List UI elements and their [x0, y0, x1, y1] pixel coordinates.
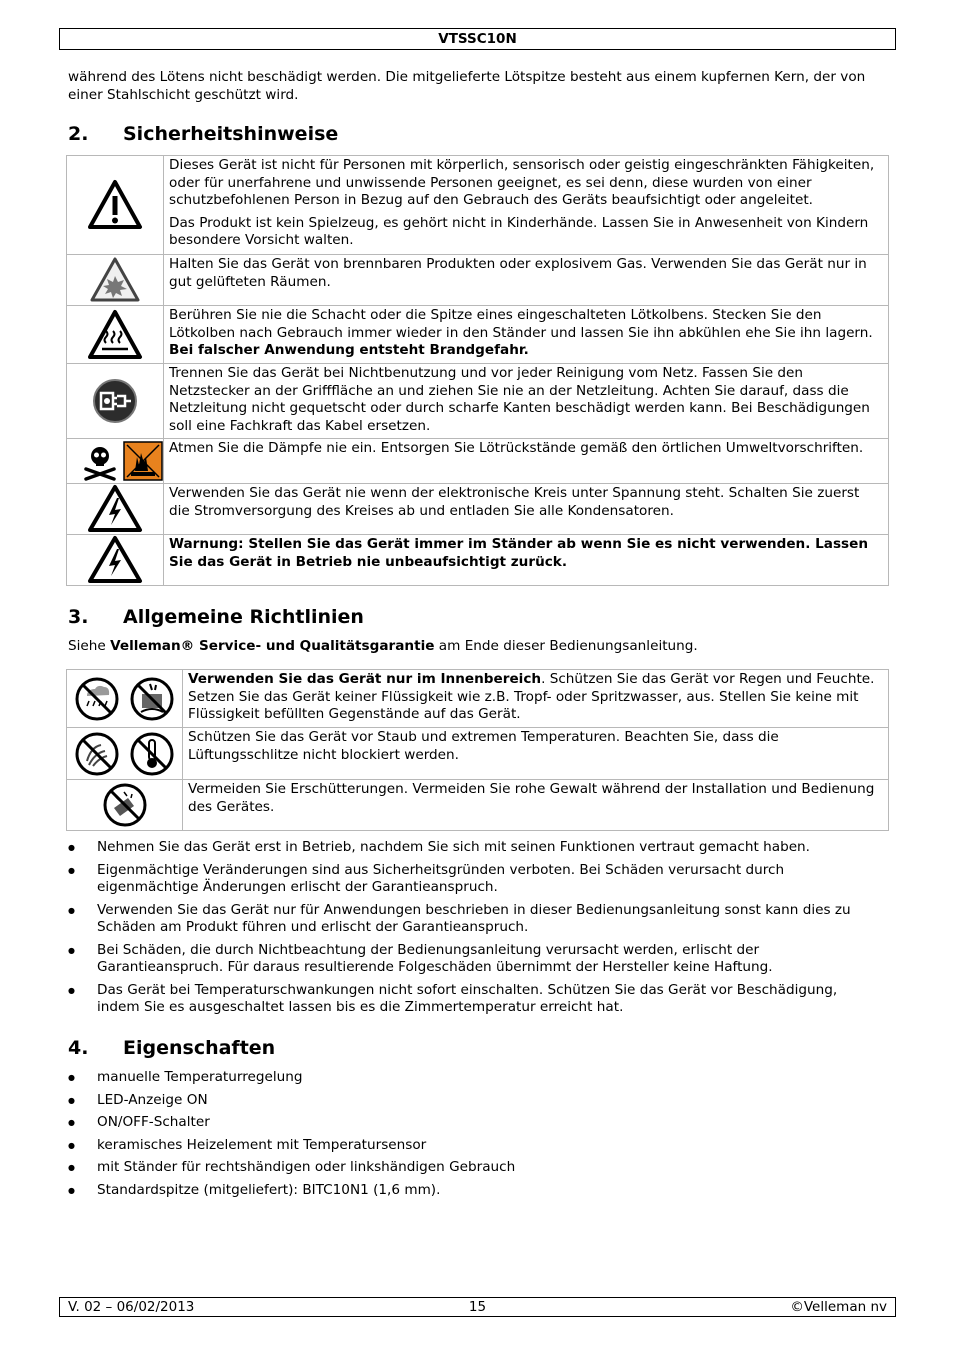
list-item: ● Das Gerät bei Temperaturschwankungen nicht sofort einschalten. Schützen Sie das Gerät vor Beschädigung, indem Sie es ausgeschaltet lassen bis es die Zimmertemperatur erreicht hat. — [68, 982, 858, 1017]
guidelines-list — [68, 839, 858, 1022]
list-item: ● ON/OFF-Schalter — [68, 1114, 858, 1132]
explosive-icon — [89, 256, 141, 304]
copyright: ©Velleman nv — [790, 1299, 887, 1315]
list-item: ● LED-Anzeige ON — [68, 1092, 858, 1110]
version-date: V. 02 – 06/02/2013 — [68, 1299, 195, 1315]
safety-row — [67, 255, 889, 306]
safety-row — [67, 156, 889, 255]
safety-text-cell: Berühren Sie nie die Schacht oder die Spitze eines eingeschalteten Lötkolbens. Stecken Sie den Lötkolben nach Gebrauch immer wieder in den Ständer und lassen Sie ihn abkühlen ehe Sie ihn lagern. Bei falscher Anwendung entsteht Brandgefahr. — [164, 306, 889, 364]
guideline-text-cell: Vermeiden Sie Erschütterungen. Vermeiden Sie rohe Gewalt während der Installation und Bedienung des Gerätes. — [183, 780, 889, 831]
electric-icon-cell — [67, 484, 164, 535]
guideline-row — [67, 780, 889, 831]
unplug-icon-cell — [67, 364, 164, 439]
guideline-text-cell: Schützen Sie das Gerät vor Staub und extremen Temperaturen. Beachten Sie, dass die Lüftungsschlitze nicht blockiert werden. — [183, 728, 889, 780]
no-liquid-icon — [129, 676, 175, 722]
electric-shock-icon — [87, 484, 143, 534]
no-extreme-temperature-icon — [129, 731, 175, 777]
list-item: ● keramisches Heizelement mit Temperatursensor — [68, 1137, 858, 1155]
features-list — [68, 1069, 858, 1204]
no-shock-icon — [102, 782, 148, 828]
hot-surface-icon — [87, 309, 143, 361]
intro-paragraph: während des Lötens nicht beschädigt werden. Die mitgelieferte Lötspitze besteht aus einem kupfernen Kern, der von einer Stahlschicht geschützt wird. — [68, 69, 866, 103]
list-item: ● mit Ständer für rechtshändigen oder linkshändigen Gebrauch — [68, 1159, 858, 1177]
safety-row — [67, 439, 889, 484]
list-item: ● Eigenmächtige Veränderungen sind aus Sicherheitsgründen verboten. Bei Schäden verursacht durch eigenmächtige Änderungen erlischt der Garantieanspruch. — [68, 862, 858, 897]
no-dust-icon — [74, 731, 120, 777]
hot-surface-icon-cell — [67, 306, 164, 364]
indoor-icons-cell — [67, 670, 183, 728]
list-item: ● Verwenden Sie das Gerät nur für Anwendungen beschrieben in dieser Bedienungsanleitung sonst kann dies zu Schäden am Produkt führen und erlischt der Garantieanspruch. — [68, 902, 858, 937]
guideline-row — [67, 728, 889, 780]
electric-shock-icon — [87, 535, 143, 585]
list-item: ● Standardspitze (mitgeliefert): BITC10N1 (1,6 mm). — [68, 1182, 858, 1200]
safety-row — [67, 306, 889, 364]
document-header: VTSSC10N — [59, 28, 896, 50]
list-item: ● Bei Schäden, die durch Nichtbeachtung der Bedienungsanleitung verursacht werden, erlischt der Garantieanspruch. Für daraus resultierende Folgeschäden übernimmt der Hersteller keine Haftung. — [68, 942, 858, 977]
shock-icon-cell — [67, 780, 183, 831]
list-item: ● manuelle Temperaturregelung — [68, 1069, 858, 1087]
unplug-icon — [91, 377, 139, 425]
warning-icon-cell — [67, 156, 164, 255]
section-2-heading: 2. Sicherheitshinweise — [68, 123, 339, 145]
guideline-row — [67, 670, 889, 728]
safety-text-cell: Warnung: Stellen Sie das Gerät immer im Ständer ab wenn Sie es nicht verwenden. Lassen Sie das Gerät in Betrieb nie unbeaufsichtigt zurück. — [164, 535, 889, 586]
guideline-text-cell: Verwenden Sie das Gerät nur im Innenbereich. Schützen Sie das Gerät vor Regen und Feuchte. Setzen Sie das Gerät keiner Flüssigkeit wie z.B. Tropf- oder Spritzwasser, aus. Stellen Sie keine mit Flüssigkeit befüllten Gegenstände auf das Gerät. — [183, 670, 889, 728]
toxic-skull-icon — [79, 441, 121, 481]
document-footer — [59, 1297, 896, 1317]
page-number: 15 — [468, 1299, 487, 1315]
section-4-heading: 4. Eigenschaften — [68, 1037, 276, 1059]
environment-hazard-icon — [123, 441, 163, 481]
safety-text-cell: Trennen Sie das Gerät bei Nichtbenutzung und vor jeder Reinigung vom Netz. Fassen Sie den Netzstecker an der Grifffläche an und ziehen Sie nie an der Netzleitung. Achten Sie darauf, dass die Netzleitung nicht gequetscht oder durch scharfe Kanten beschädigt werden kann. Bei Beschädigungen soll eine Fachkraft das Kabel ersetzen. — [164, 364, 889, 439]
safety-text-cell: Verwenden Sie das Gerät nie wenn der elektronische Kreis unter Spannung steht. Schalten Sie zuerst die Stromversorgung des Kreises ab und entladen Sie alle Kondensatoren. — [164, 484, 889, 535]
explosive-icon-cell — [67, 255, 164, 306]
list-item: ● Nehmen Sie das Gerät erst in Betrieb, nachdem Sie sich mit seinen Funktionen vertraut gemacht haben. — [68, 839, 858, 857]
safety-row — [67, 364, 889, 439]
toxic-icons-cell — [67, 439, 164, 484]
safety-row — [67, 484, 889, 535]
general-warning-icon — [87, 179, 143, 231]
safety-table — [66, 155, 889, 586]
no-rain-icon — [74, 676, 120, 722]
safety-row — [67, 535, 889, 586]
safety-text-cell: Atmen Sie die Dämpfe nie ein. Entsorgen Sie Lötrückstände gemäß den örtlichen Umweltvorschriften. — [164, 439, 889, 484]
electric-icon-cell — [67, 535, 164, 586]
warranty-reference: Siehe Velleman® Service- und Qualitätsgarantie am Ende dieser Bedienungsanleitung. — [68, 638, 698, 654]
guidelines-table — [66, 669, 889, 831]
section-3-heading: 3. Allgemeine Richtlinien — [68, 606, 364, 628]
dust-temperature-icons-cell — [67, 728, 183, 780]
safety-text-cell: Halten Sie das Gerät von brennbaren Produkten oder explosivem Gas. Verwenden Sie das Gerät nur in gut gelüfteten Räumen. — [164, 255, 889, 306]
safety-text-cell: Dieses Gerät ist nicht für Personen mit körperlich, sensorisch oder geistig eingeschränkten Fähigkeiten, oder für unerfahrene und unwissende Personen geeignet, es sei denn, diese wurden von einer schutzbefohlenen Person in Bezug auf den Gebrauch des Geräts beaufsichtigt oder angeleitet. Das Produkt ist kein Spielzeug, es gehört nicht in Kinderhände. Lassen Sie in Anwesenheit von Kindern besondere Vorsicht walten. — [164, 156, 889, 255]
